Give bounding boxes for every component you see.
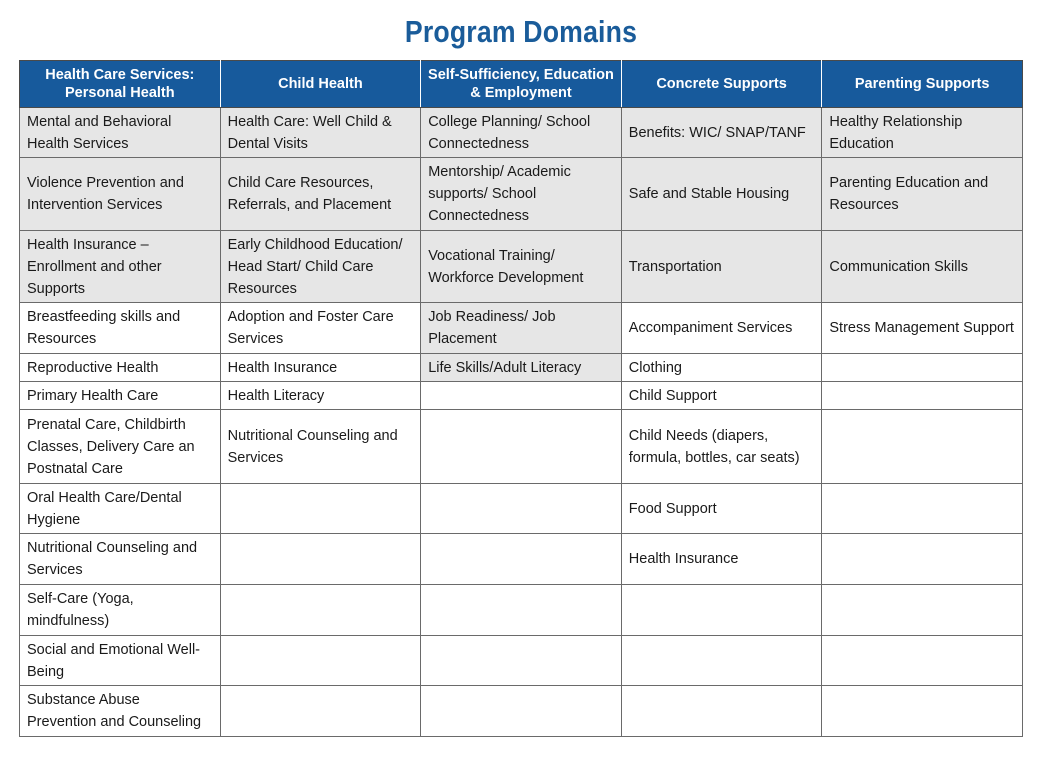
table-cell: Adoption and Foster Care Services: [220, 303, 421, 354]
table-cell: [822, 686, 1023, 737]
header-row: [20, 61, 1023, 108]
table-cell: [421, 484, 622, 534]
table-cell: Health Care: Well Child & Dental Visits: [220, 108, 421, 158]
table-row: [20, 410, 1023, 484]
table-cell: Food Support: [621, 484, 822, 534]
table-row: [20, 108, 1023, 158]
table-cell: [822, 636, 1023, 686]
table-cell: Substance Abuse Prevention and Counseling: [20, 686, 221, 737]
table-cell: [220, 534, 421, 585]
table-cell: [822, 534, 1023, 585]
table-cell: Violence Prevention and Intervention Services: [20, 158, 221, 231]
table-row: [20, 534, 1023, 585]
table-row: [20, 231, 1023, 303]
table-cell: Nutritional Counseling and Services: [220, 410, 421, 484]
table-cell: Self-Care (Yoga, mindfulness): [20, 585, 221, 636]
table-cell: Mentorship/ Academic supports/ School Connectedness: [421, 158, 622, 231]
table-cell: Safe and Stable Housing: [621, 158, 822, 231]
column-header: Health Care Services: Personal Health: [20, 61, 221, 108]
table-cell: Clothing: [621, 354, 822, 382]
table-cell: [220, 686, 421, 737]
table-cell: Health Insurance: [621, 534, 822, 585]
table-cell: Health Insurance: [220, 354, 421, 382]
table-cell: [621, 636, 822, 686]
table-cell: [421, 636, 622, 686]
table-cell: Child Needs (diapers, formula, bottles, car seats): [621, 410, 822, 484]
table-row: [20, 636, 1023, 686]
table-cell: Vocational Training/ Workforce Development: [421, 231, 622, 303]
table-cell: Job Readiness/ Job Placement: [421, 303, 622, 354]
table-cell: Breastfeeding skills and Resources: [20, 303, 221, 354]
table-cell: [421, 410, 622, 484]
table-cell: Mental and Behavioral Health Services: [20, 108, 221, 158]
table-cell: College Planning/ School Connectedness: [421, 108, 622, 158]
table-row: [20, 303, 1023, 354]
table-cell: Primary Health Care: [20, 382, 221, 410]
table-row: [20, 686, 1023, 737]
column-header: Concrete Supports: [621, 61, 822, 108]
table-cell: Child Care Resources, Referrals, and Placement: [220, 158, 421, 231]
table-row: [20, 484, 1023, 534]
table-cell: [421, 686, 622, 737]
table-row: [20, 585, 1023, 636]
table-cell: [220, 636, 421, 686]
column-header: Child Health: [220, 61, 421, 108]
table-cell: [822, 484, 1023, 534]
table-cell: Nutritional Counseling and Services: [20, 534, 221, 585]
table-cell: [421, 534, 622, 585]
table-cell: Stress Management Support: [822, 303, 1023, 354]
program-domains-table: [19, 60, 1023, 737]
table-cell: [822, 585, 1023, 636]
table-cell: Benefits: WIC/ SNAP/TANF: [621, 108, 822, 158]
table-cell: [621, 686, 822, 737]
page-title: Program Domains: [404, 14, 638, 49]
table-cell: Life Skills/Adult Literacy: [421, 354, 622, 382]
table-cell: Early Childhood Education/ Head Start/ Child Care Resources: [220, 231, 421, 303]
table-cell: [822, 410, 1023, 484]
table-cell: Health Literacy: [220, 382, 421, 410]
table-cell: [822, 382, 1023, 410]
table-cell: Oral Health Care/Dental Hygiene: [20, 484, 221, 534]
column-header: Parenting Supports: [822, 61, 1023, 108]
table-cell: [220, 585, 421, 636]
table-cell: [421, 585, 622, 636]
table-cell: Healthy Relationship Education: [822, 108, 1023, 158]
table-cell: Communication Skills: [822, 231, 1023, 303]
table-row: [20, 382, 1023, 410]
table-cell: Child Support: [621, 382, 822, 410]
table-cell: Transportation: [621, 231, 822, 303]
table-cell: Health Insurance – Enrollment and other Supports: [20, 231, 221, 303]
table-cell: Prenatal Care, Childbirth Classes, Delivery Care an Postnatal Care: [20, 410, 221, 484]
table-cell: [822, 354, 1023, 382]
table-cell: Accompaniment Services: [621, 303, 822, 354]
table-cell: [421, 382, 622, 410]
table-cell: Parenting Education and Resources: [822, 158, 1023, 231]
column-header: Self-Sufficiency, Education & Employment: [421, 61, 622, 108]
table-cell: [220, 484, 421, 534]
table-cell: Reproductive Health: [20, 354, 221, 382]
table-row: [20, 354, 1023, 382]
table-cell: Social and Emotional Well-Being: [20, 636, 221, 686]
table-row: [20, 158, 1023, 231]
table-cell: [621, 585, 822, 636]
